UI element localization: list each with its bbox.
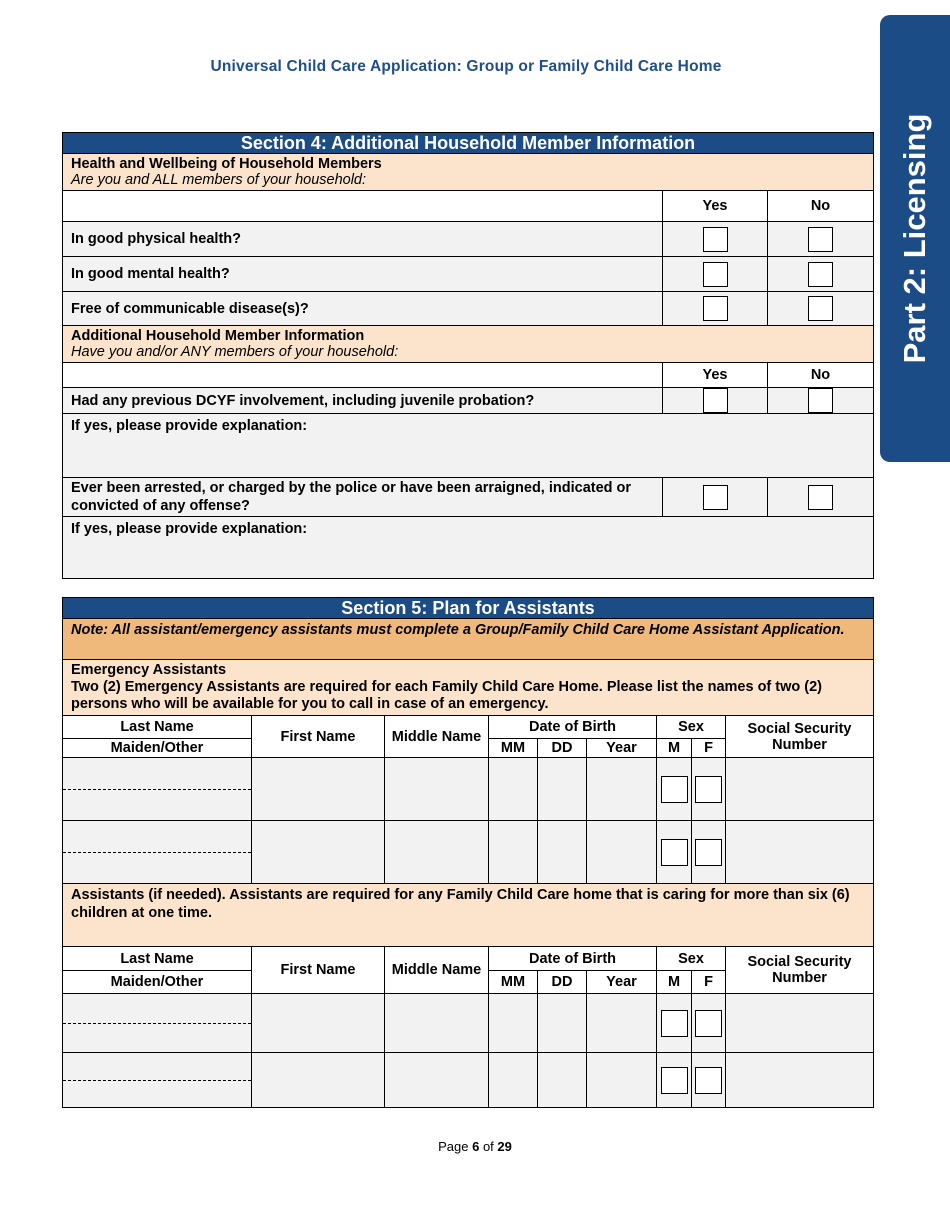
col2-maiden: Maiden/Other <box>63 971 252 994</box>
health-no-header: No <box>768 191 874 222</box>
arrested-no-checkbox[interactable] <box>808 485 833 510</box>
emergency1-middle-field[interactable] <box>385 758 489 821</box>
health-yes-header: Yes <box>663 191 768 222</box>
col-year: Year <box>587 739 657 758</box>
assistant2-ssn-field[interactable] <box>726 1053 874 1108</box>
assistant1-last-name-field[interactable] <box>63 994 252 1053</box>
col-ssn: Social Security Number <box>726 716 874 758</box>
col2-middle-name: Middle Name <box>385 947 489 994</box>
emergency1-last-name-field[interactable] <box>63 758 252 821</box>
mental-health-yes-checkbox[interactable] <box>703 262 728 287</box>
dcyf-explanation-field[interactable] <box>63 414 874 478</box>
assistant2-year-field[interactable] <box>587 1053 657 1108</box>
page-current: 6 <box>472 1139 480 1154</box>
question-physical-health: In good physical health? <box>63 222 663 257</box>
health-heading: Health and Wellbeing of Household Members <box>71 156 382 172</box>
emergency1-first-name-field[interactable] <box>252 758 385 821</box>
assistant1-mm-field[interactable] <box>489 994 538 1053</box>
physical-health-no-checkbox[interactable] <box>808 227 833 252</box>
emergency-text: Two (2) Emergency Assistants are required for each Family Child Care Home. Please list the names of two (2) persons who will be available for you to call in case of an emergency. <box>71 679 822 712</box>
arrested-explanation-label: If yes, please provide explanation: <box>71 521 308 537</box>
emergency1-f-checkbox[interactable] <box>695 776 722 803</box>
assistant2-m-checkbox[interactable] <box>661 1067 688 1094</box>
disease-no-checkbox[interactable] <box>808 296 833 321</box>
additional-heading: Additional Household Member Information <box>71 328 365 344</box>
additional-yes-header: Yes <box>663 363 768 388</box>
additional-subheading: Have you and/or ANY members of your household: <box>71 344 399 360</box>
assistant1-year-field[interactable] <box>587 994 657 1053</box>
mental-health-no-checkbox[interactable] <box>808 262 833 287</box>
col2-date-of-birth: Date of Birth <box>489 947 657 971</box>
col2-last-name: Last Name <box>63 947 252 971</box>
dcyf-yes-checkbox[interactable] <box>703 388 728 413</box>
assistant2-f-checkbox[interactable] <box>695 1067 722 1094</box>
assistant1-middle-field[interactable] <box>385 994 489 1053</box>
side-tab-label: Part 2: Licensing <box>897 113 932 364</box>
assistants-text: Assistants (if needed). Assistants are required for any Family Child Care home that is caring for more than six (6) children at one time. <box>63 884 874 947</box>
assistant1-dd-field[interactable] <box>538 994 587 1053</box>
dcyf-explanation-label: If yes, please provide explanation: <box>71 418 308 434</box>
question-mental-health: In good mental health? <box>63 257 663 292</box>
col2-first-name: First Name <box>252 947 385 994</box>
emergency-row-2 <box>63 821 874 884</box>
page-total: 29 <box>497 1139 512 1154</box>
col-middle-name: Middle Name <box>385 716 489 758</box>
assistant-row-2 <box>63 1053 874 1108</box>
section4-table <box>62 132 874 579</box>
emergency2-f-checkbox[interactable] <box>695 839 722 866</box>
arrested-yes-checkbox[interactable] <box>703 485 728 510</box>
assistant-note: Note: All assistant/emergency assistants must complete a Group/Family Child Care Home Assistant Application. <box>63 619 874 660</box>
emergency2-mm-field[interactable] <box>489 821 538 884</box>
col2-sex: Sex <box>657 947 726 971</box>
assistant2-last-name-field[interactable] <box>63 1053 252 1108</box>
emergency2-last-name-field[interactable] <box>63 821 252 884</box>
col-sex: Sex <box>657 716 726 739</box>
section4-title: Section 4: Additional Household Member Information <box>63 133 874 154</box>
side-tab <box>880 15 950 462</box>
col-mm: MM <box>489 739 538 758</box>
arrested-explanation-field[interactable] <box>63 517 874 579</box>
document-title: Universal Child Care Application: Group or Family Child Care Home <box>210 58 722 75</box>
assistant1-f-checkbox[interactable] <box>695 1010 722 1037</box>
question-communicable-disease: Free of communicable disease(s)? <box>63 292 663 326</box>
emergency2-year-field[interactable] <box>587 821 657 884</box>
col2-mm: MM <box>489 971 538 994</box>
col-first-name: First Name <box>252 716 385 758</box>
col-last-name: Last Name <box>63 716 252 739</box>
dcyf-no-checkbox[interactable] <box>808 388 833 413</box>
assistant1-first-name-field[interactable] <box>252 994 385 1053</box>
physical-health-yes-checkbox[interactable] <box>703 227 728 252</box>
col2-dd: DD <box>538 971 587 994</box>
assistant2-first-name-field[interactable] <box>252 1053 385 1108</box>
emergency2-first-name-field[interactable] <box>252 821 385 884</box>
assistant-row-1 <box>63 994 874 1053</box>
emergency1-dd-field[interactable] <box>538 758 587 821</box>
emergency2-m-checkbox[interactable] <box>661 839 688 866</box>
emergency1-mm-field[interactable] <box>489 758 538 821</box>
additional-no-header: No <box>768 363 874 388</box>
page-number <box>0 1139 950 1154</box>
question-dcyf: Had any previous DCYF involvement, including juvenile probation? <box>63 388 663 414</box>
emergency1-ssn-field[interactable] <box>726 758 874 821</box>
disease-yes-checkbox[interactable] <box>703 296 728 321</box>
section5-title: Section 5: Plan for Assistants <box>63 598 874 619</box>
col2-ssn: Social Security Number <box>726 947 874 994</box>
emergency2-middle-field[interactable] <box>385 821 489 884</box>
emergency1-year-field[interactable] <box>587 758 657 821</box>
emergency-heading: Emergency Assistants <box>71 662 227 678</box>
col2-year: Year <box>587 971 657 994</box>
assistant2-dd-field[interactable] <box>538 1053 587 1108</box>
assistant1-m-checkbox[interactable] <box>661 1010 688 1037</box>
assistant2-mm-field[interactable] <box>489 1053 538 1108</box>
section5-table <box>62 597 874 1108</box>
emergency2-dd-field[interactable] <box>538 821 587 884</box>
col-m: M <box>657 739 692 758</box>
emergency1-m-checkbox[interactable] <box>661 776 688 803</box>
page-of: of <box>479 1139 498 1154</box>
col2-f: F <box>692 971 726 994</box>
page-prefix: Page <box>438 1139 473 1154</box>
col-dd: DD <box>538 739 587 758</box>
assistant2-middle-field[interactable] <box>385 1053 489 1108</box>
col-maiden: Maiden/Other <box>63 739 252 758</box>
col2-m: M <box>657 971 692 994</box>
assistant1-ssn-field[interactable] <box>726 994 874 1053</box>
col-date-of-birth: Date of Birth <box>489 716 657 739</box>
col-f: F <box>692 739 726 758</box>
question-arrested: Ever been arrested, or charged by the police or have been arraigned, indicated or convicted of any offense? <box>63 478 663 517</box>
emergency2-ssn-field[interactable] <box>726 821 874 884</box>
health-subheading: Are you and ALL members of your household: <box>71 172 367 188</box>
emergency-row-1 <box>63 758 874 821</box>
